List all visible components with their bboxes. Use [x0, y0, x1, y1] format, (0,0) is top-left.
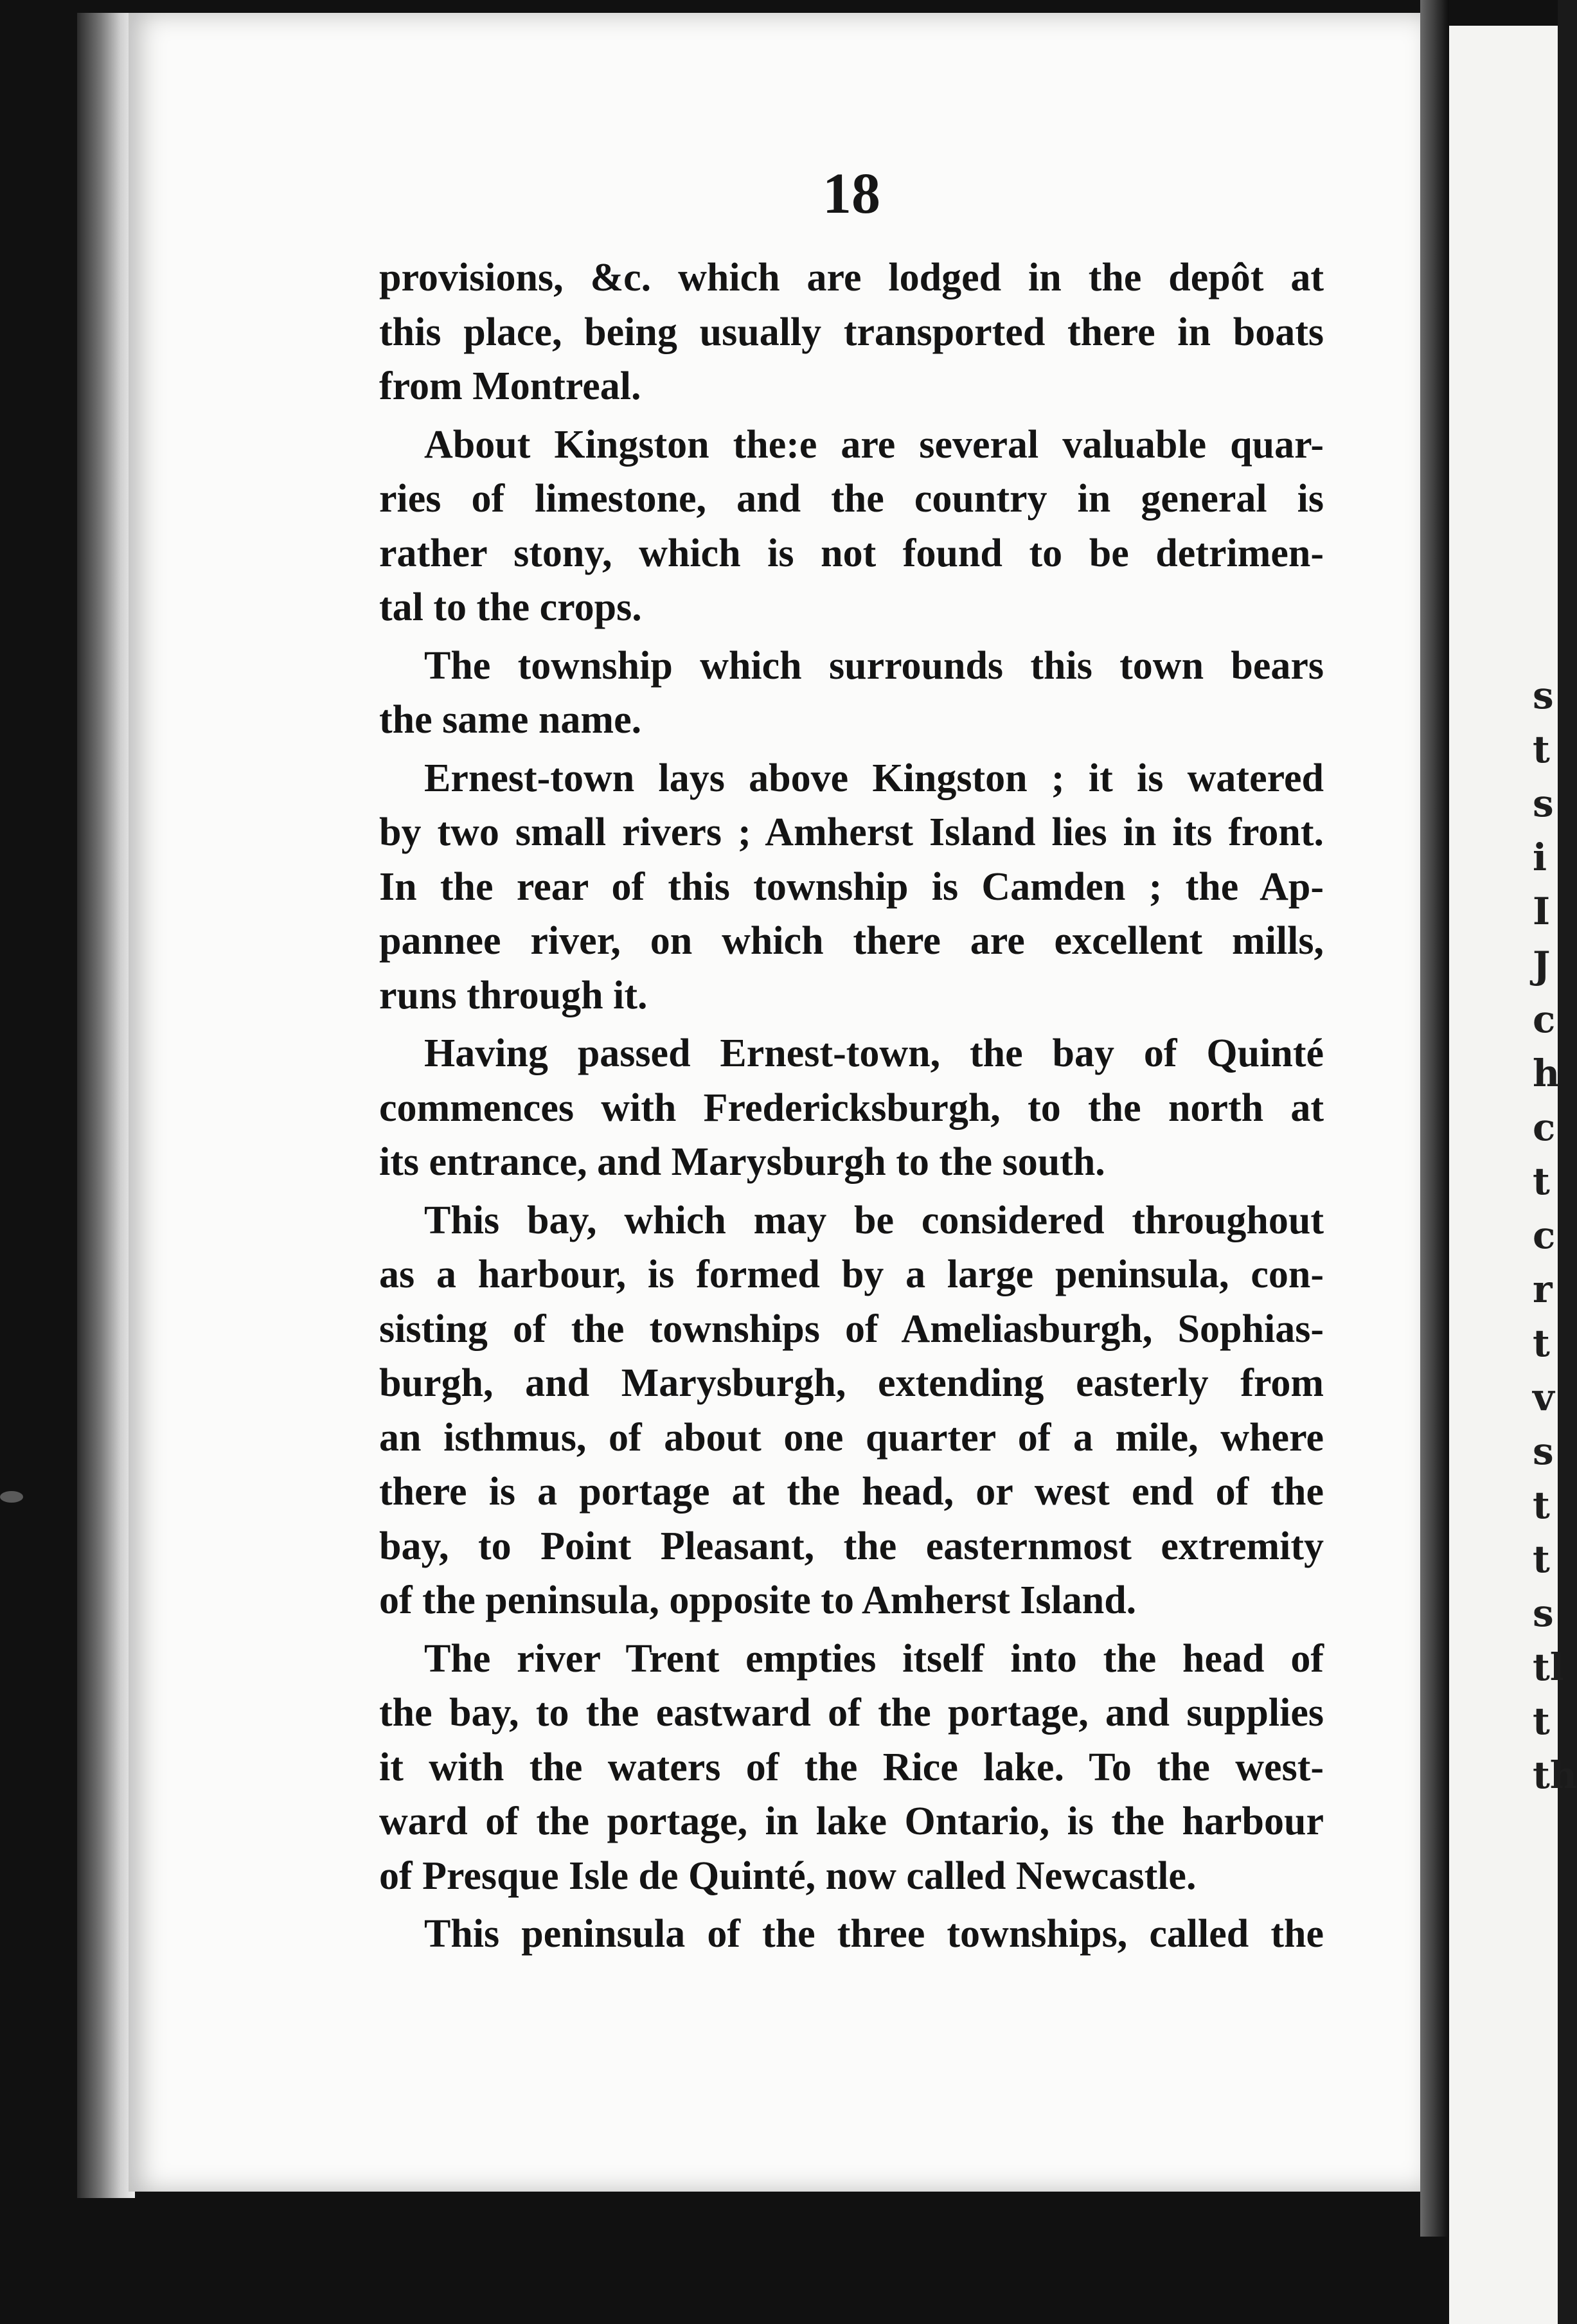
facing-page-letter: t	[1533, 1537, 1550, 1581]
paragraph	[379, 1632, 1324, 1904]
text-line: of the peninsula, opposite to Amherst Island.	[379, 1578, 1137, 1622]
facing-page-letter: t	[1533, 728, 1550, 771]
text-line: Having passed Ernest-town, the bay of Quinté	[424, 1032, 1324, 1075]
text-line: pannee river, on which there are excellent mills,	[379, 919, 1324, 963]
facing-page-letters	[1533, 668, 1577, 1802]
text-line: as a harbour, is formed by a large peninsula, con-	[379, 1253, 1324, 1296]
facing-page-letter: tl	[1533, 1645, 1564, 1689]
paragraph	[379, 418, 1324, 635]
text-line: About Kingston the:e are several valuable quar-	[424, 422, 1324, 467]
text-line: its entrance, and Marysburgh to the south.	[379, 1140, 1105, 1184]
paragraph	[379, 1907, 1324, 1962]
text-line: The river Trent empties itself into the head of	[424, 1636, 1324, 1681]
facing-page-letter: s	[1533, 674, 1554, 717]
text-line: rather stony, which is not found to be detrimen-	[379, 531, 1324, 575]
paragraph	[379, 639, 1324, 747]
text-line: commences with Fredericksburgh, to the north at	[379, 1086, 1324, 1130]
text-line: This bay, which may be considered throughout	[424, 1198, 1324, 1242]
facing-page-letter: c	[1533, 1105, 1556, 1149]
facing-page-letter: t	[1533, 1159, 1550, 1203]
page-edge-shadow	[1420, 0, 1449, 2237]
text-line: it with the waters of the Rice lake. To the west-	[379, 1745, 1324, 1789]
text-line: provisions, &c. which are lodged in the depôt at	[379, 256, 1324, 299]
page-number: 18	[823, 162, 880, 226]
body-text	[379, 251, 1324, 1965]
paragraph	[379, 1026, 1324, 1190]
facing-page-letter: s	[1533, 782, 1554, 825]
text-line: the bay, to the eastward of the portage, and supplies	[379, 1691, 1324, 1735]
facing-page-letter: i	[1533, 836, 1547, 879]
facing-page-letter: t	[1533, 1699, 1550, 1743]
text-line: ries of limestone, and the country in general is	[379, 477, 1324, 521]
facing-page-letter: I	[1533, 889, 1551, 933]
text-line: of Presque Isle de Quinté, now called Newcastle.	[379, 1854, 1197, 1898]
book-gutter	[77, 13, 135, 2198]
facing-page-letter: s	[1533, 1429, 1554, 1473]
text-line: The township which surrounds this town bears	[424, 643, 1324, 688]
text-line: In the rear of this township is Camden ; the Ap-	[379, 864, 1324, 909]
margin-smudge	[0, 1491, 23, 1503]
facing-page-letter: t	[1533, 1321, 1550, 1365]
facing-page-letter: v	[1533, 1375, 1555, 1419]
text-line: tal to the crops.	[379, 585, 642, 629]
text-line: this place, being usually transported there in boats	[379, 310, 1324, 354]
paragraph	[379, 751, 1324, 1023]
text-line: from Montreal.	[379, 364, 641, 408]
text-line: bay, to Point Pleasant, the easternmost extremity	[379, 1524, 1324, 1568]
facing-page-letter: t	[1533, 1483, 1550, 1527]
paragraph	[379, 1193, 1324, 1628]
facing-page-letter: h	[1533, 1051, 1560, 1095]
text-line: burgh, and Marysburgh, extending easterly from	[379, 1361, 1324, 1405]
text-line: sisting of the townships of Ameliasburgh, Sophias-	[379, 1307, 1324, 1351]
text-line: an isthmus, of about one quarter of a mile, where	[379, 1415, 1324, 1460]
text-line: by two small rivers ; Amherst Island lies in its front.	[379, 810, 1324, 854]
text-line: runs through it.	[379, 973, 648, 1017]
facing-page-letter: th	[1533, 1753, 1577, 1797]
text-line: This peninsula of the three townships, called the	[424, 1912, 1324, 1956]
facing-page-letter: J	[1533, 943, 1551, 987]
text-line: Ernest-town lays above Kingston ; it is watered	[424, 756, 1324, 800]
facing-page-letter: s	[1533, 1591, 1554, 1635]
text-line: ward of the portage, in lake Ontario, is the harbour	[379, 1800, 1324, 1843]
text-line: there is a portage at the head, or west end of the	[379, 1470, 1324, 1514]
facing-page-letter: c	[1533, 1213, 1556, 1257]
facing-page-letter: r	[1533, 1267, 1553, 1311]
paragraph	[379, 251, 1324, 414]
facing-page-letter: c	[1533, 997, 1556, 1041]
text-line: the same name.	[379, 698, 642, 742]
